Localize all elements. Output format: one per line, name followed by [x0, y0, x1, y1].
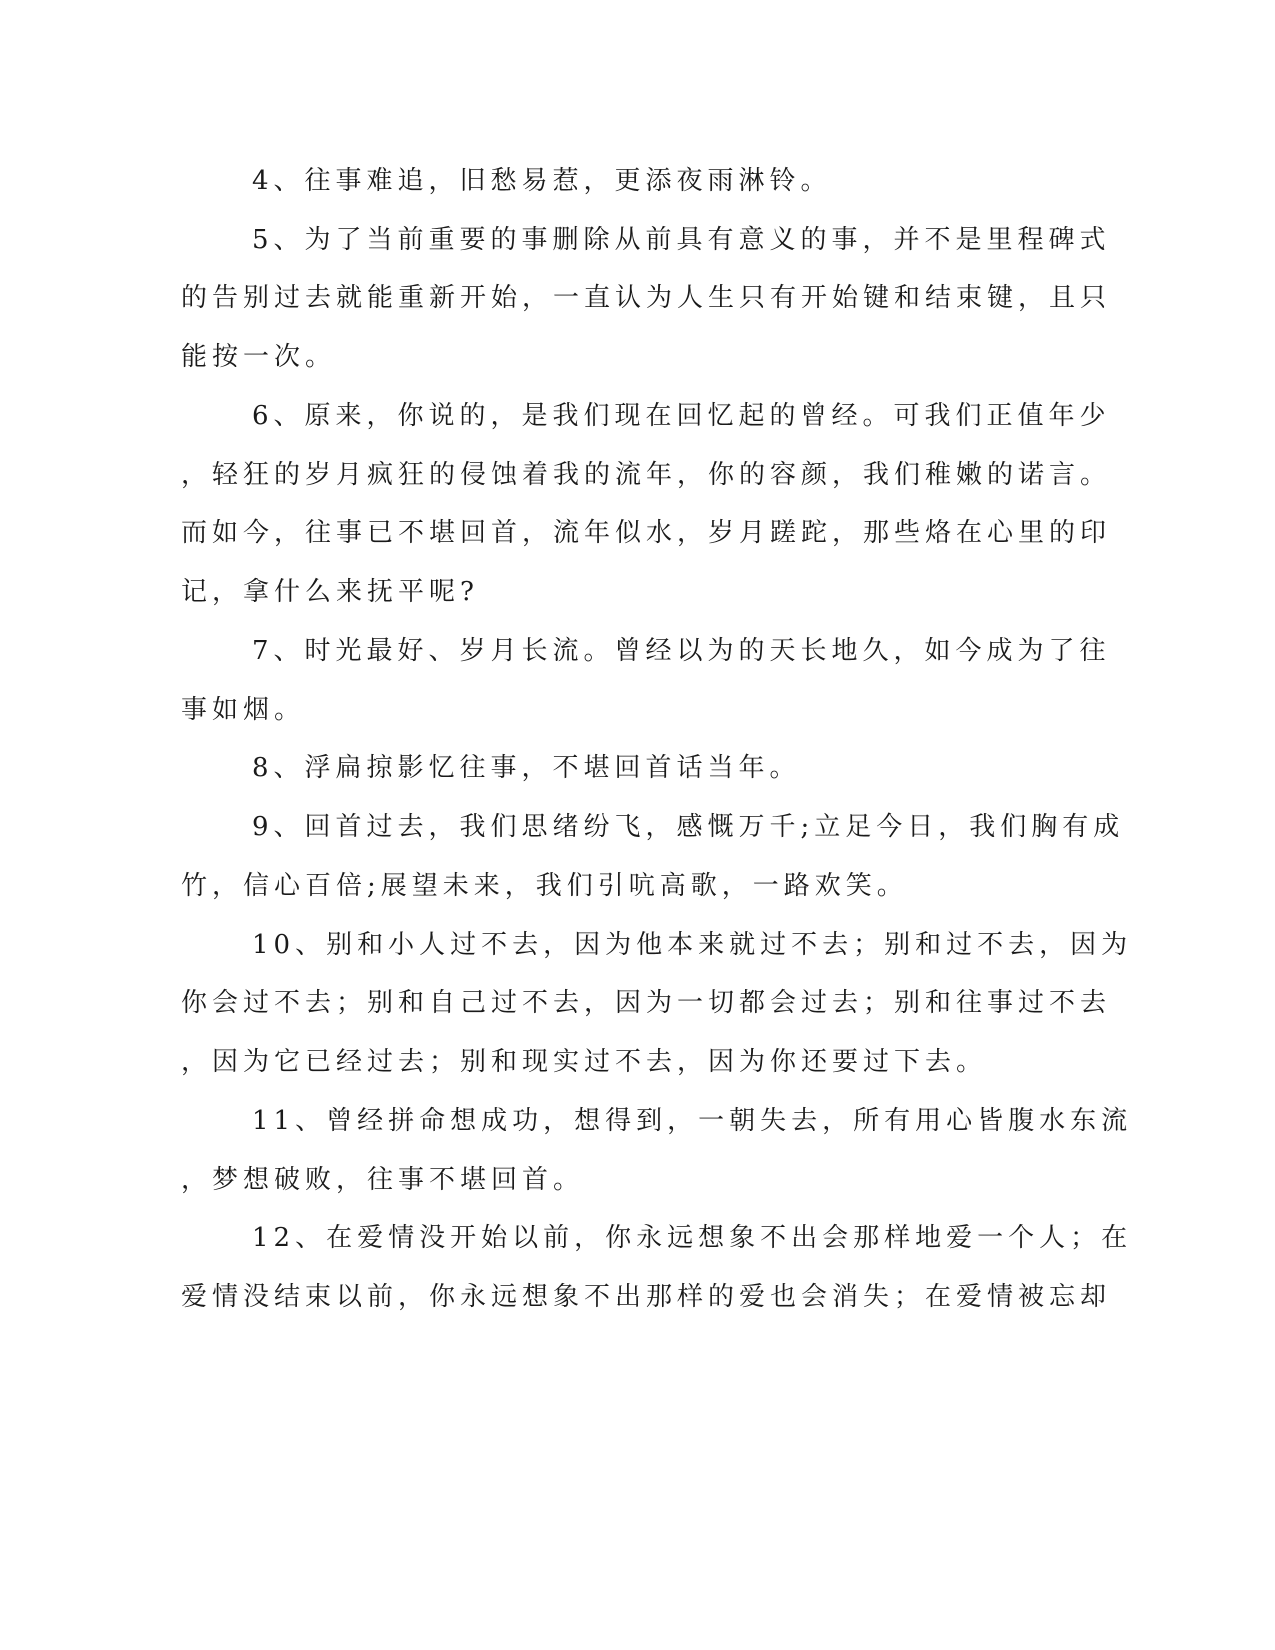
text-line: ，梦想破败，往事不堪回首。 — [181, 1165, 585, 1195]
text-line: 记，拿什么来抚平呢? — [181, 577, 479, 607]
text-line: 9、回首过去，我们思绪纷飞，感慨万千;立足今日，我们胸有成 — [252, 812, 1125, 842]
text-line: 而如今，往事已不堪回首，流年似水，岁月蹉跎，那些烙在心里的印 — [181, 518, 1112, 548]
text-line: 爱情没结束以前，你永远想象不出那样的爱也会消失；在爱情被忘却 — [181, 1282, 1112, 1312]
text-line: 竹，信心百倍;展望未来，我们引吭高歌，一路欢笑。 — [181, 871, 908, 901]
text-line: 你会过不去；别和自己过不去，因为一切都会过去；别和往事过不去 — [181, 988, 1112, 1018]
text-line: ，因为它已经过去；别和现实过不去，因为你还要过下去。 — [181, 1047, 988, 1077]
text-line: 6、原来，你说的，是我们现在回忆起的曾经。可我们正值年少 — [252, 401, 1111, 431]
text-line: 8、浮扁掠影忆往事，不堪回首话当年。 — [252, 753, 801, 783]
text-line: 事如烟。 — [181, 695, 306, 725]
text-line: 10、别和小人过不去，因为他本来就过不去；别和过不去，因为 — [252, 930, 1133, 960]
text-line: ，轻狂的岁月疯狂的侵蚀着我的流年，你的容颜，我们稚嫩的诺言。 — [181, 460, 1112, 490]
text-line: 4、往事难追，旧愁易惹，更添夜雨淋铃。 — [252, 166, 832, 196]
text-line: 的告别过去就能重新开始，一直认为人生只有开始键和结束键，且只 — [181, 283, 1112, 313]
text-line: 12、在爱情没开始以前，你永远想象不出会那样地爱一个人；在 — [252, 1223, 1133, 1253]
text-line: 能按一次。 — [181, 342, 337, 372]
text-line: 11、曾经拼命想成功，想得到，一朝失去，所有用心皆腹水东流 — [252, 1106, 1133, 1136]
text-line: 5、为了当前重要的事删除从前具有意义的事，并不是里程碑式 — [252, 225, 1111, 255]
text-line: 7、时光最好、岁月长流。曾经以为的天长地久，如今成为了往 — [252, 636, 1111, 666]
